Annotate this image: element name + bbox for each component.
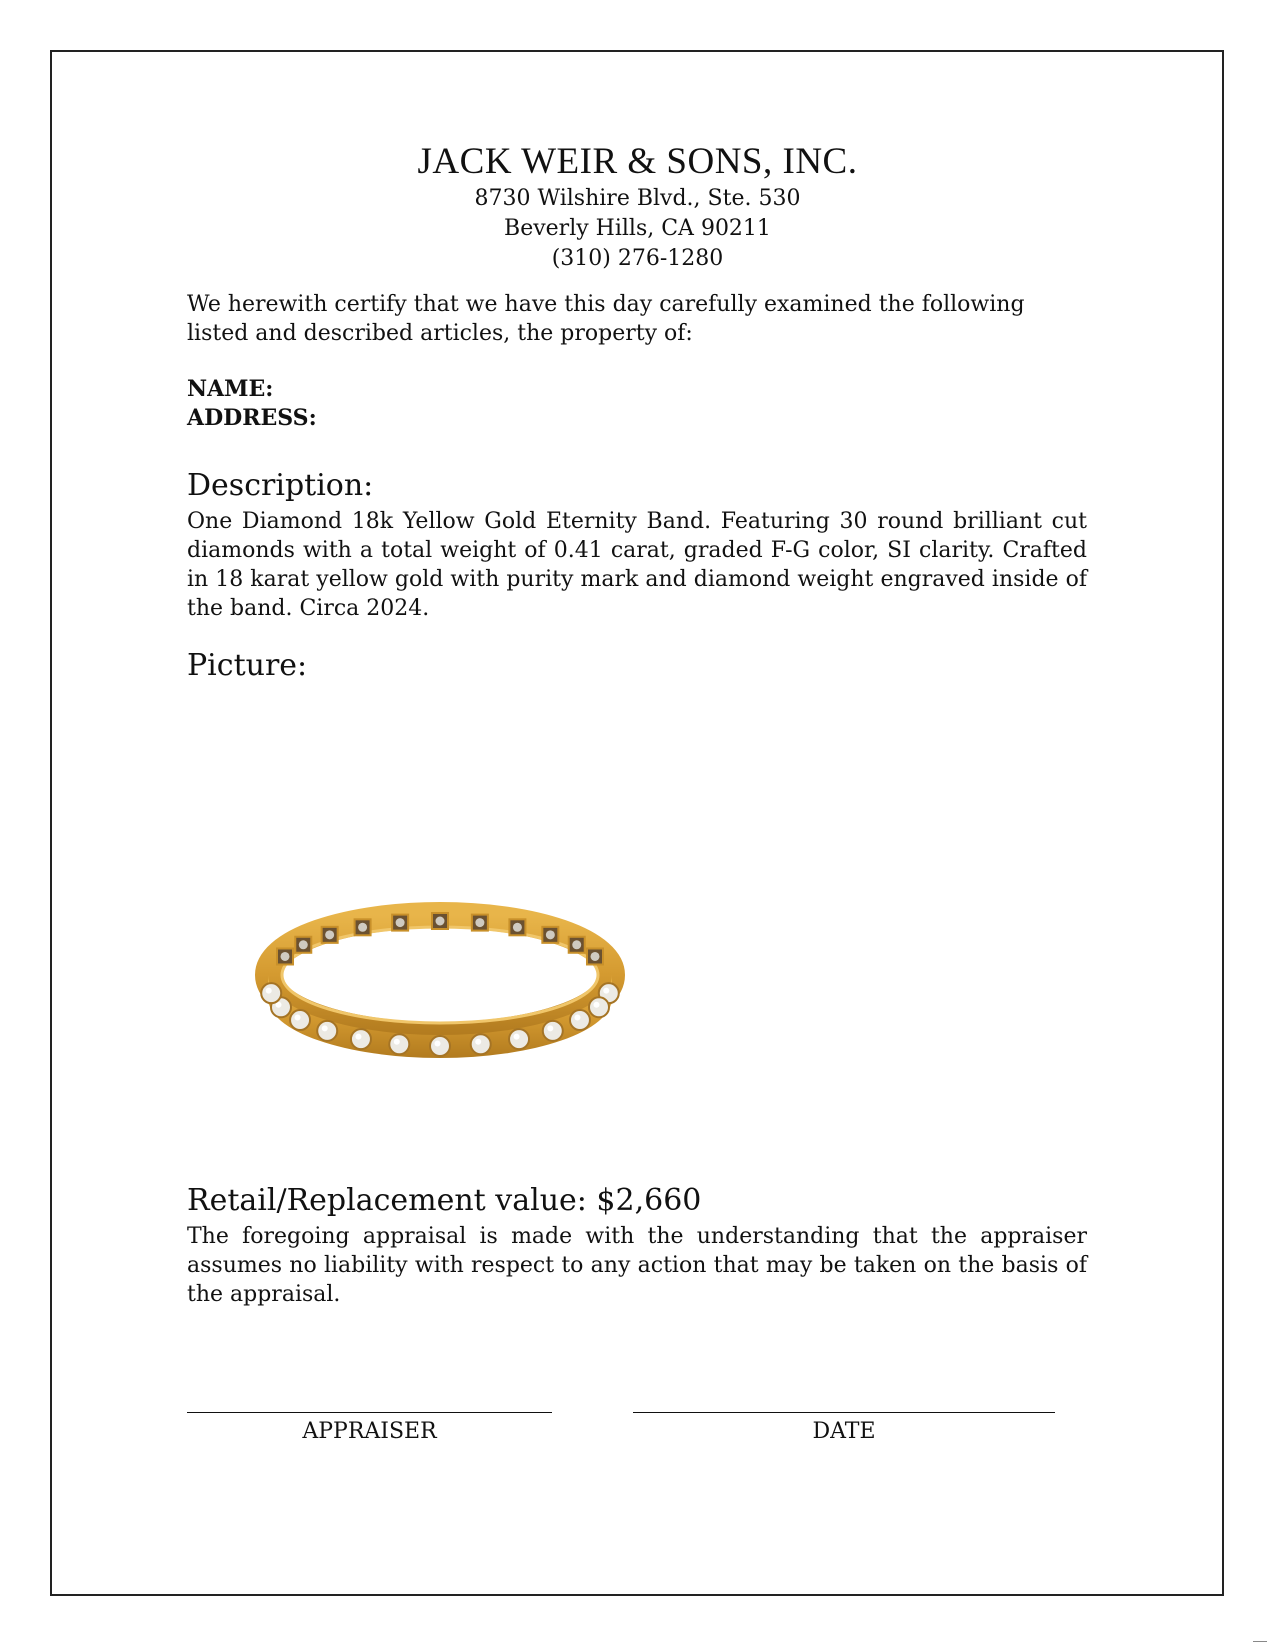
date-label: DATE [812,1419,876,1444]
description-heading: Description: [187,468,374,503]
front-diamond [430,1036,450,1056]
certify-paragraph: We herewith certify that we have this day carefully examined the following listed and described articles, the property of: [187,292,1025,346]
ring-photo [255,880,625,1080]
letterhead [0,140,1275,274]
diamond-sparkle [475,1039,481,1045]
diamond-sparkle [574,1015,580,1021]
appraiser-label: APPRAISER [302,1419,437,1444]
front-diamond [570,1010,590,1030]
picture-heading: Picture: [187,648,308,683]
disclaimer-text: The foregoing appraisal is made with the understanding that the appraiser assumes no liability with respect to any action that may be taken on the basis of the appraisal. [187,1224,1087,1307]
back-diamond [299,940,308,949]
corner-mark [1253,1641,1267,1642]
name-field-label: NAME: [187,376,274,402]
front-diamond [589,997,609,1017]
back-diamond [436,917,445,926]
back-diamond [590,952,599,961]
diamond-sparkle [603,988,609,994]
address-line-1: 8730 Wilshire Blvd., Ste. 530 [474,186,801,211]
eternity-band-illustration [255,880,625,1080]
back-diamond [281,952,290,961]
address-field-label: ADDRESS: [187,405,317,431]
back-diamond [475,918,484,927]
diamond-sparkle [593,1002,599,1008]
back-diamond [358,923,367,932]
front-diamond [389,1034,409,1054]
diamond-sparkle [266,988,272,994]
front-diamond [290,1010,310,1030]
description-text: One Diamond 18k Yellow Gold Eternity Band. Featuring 30 round brilliant cut diamonds with a total weight of 0.41 carat, graded F-G color, SI clarity. Crafted in 18 karat yellow gold with purity mark and diamond weight engraved inside of the band. Circa 2024. [187,509,1087,621]
date-signature-line [633,1412,1055,1413]
front-diamond [509,1029,529,1049]
front-diamond [543,1021,563,1041]
appraiser-signature-line [187,1412,552,1413]
diamond-sparkle [295,1015,301,1021]
address-line-2: Beverly Hills, CA 90211 [504,216,771,241]
diamond-sparkle [355,1034,361,1040]
diamond-sparkle [547,1025,553,1031]
diamond-sparkle [394,1039,400,1045]
company-name: JACK WEIR & SONS, INC. [417,141,858,182]
document-border [50,50,1224,1596]
phone-number: (310) 276-1280 [551,246,724,271]
front-diamond [351,1029,371,1049]
front-diamond [317,1021,337,1041]
back-diamond [572,940,581,949]
back-diamond [546,930,555,939]
diamond-sparkle [322,1025,328,1031]
value-heading: Retail/Replacement value: $2,660 [187,1183,702,1218]
front-diamond [471,1034,491,1054]
front-diamond [261,983,281,1003]
diamond-sparkle [435,1041,441,1047]
back-diamond [513,923,522,932]
diamond-sparkle [514,1034,520,1040]
back-diamond [325,930,334,939]
back-diamond [396,918,405,927]
